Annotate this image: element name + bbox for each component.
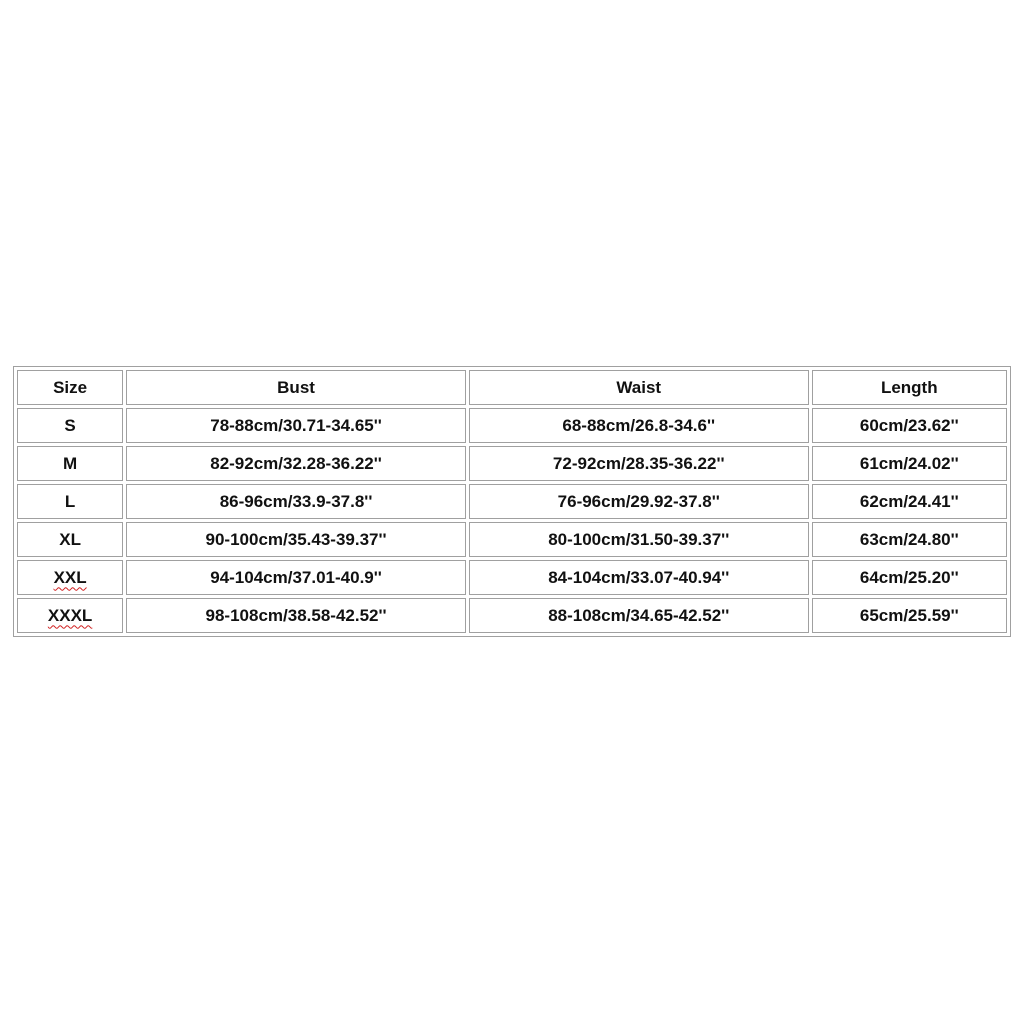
table-row (17, 484, 1007, 519)
cell-length: 61cm/24.02'' (812, 446, 1007, 481)
table-header-row (17, 370, 1007, 405)
spellcheck-underlined-size: XXXL (47, 605, 93, 625)
cell-size: L (17, 484, 123, 519)
header-bust: Bust (126, 370, 466, 405)
cell-length: 65cm/25.59'' (812, 598, 1007, 633)
table-row (17, 560, 1007, 595)
cell-length: 63cm/24.80'' (812, 522, 1007, 557)
header-length: Length (812, 370, 1007, 405)
header-waist: Waist (469, 370, 809, 405)
header-size: Size (17, 370, 123, 405)
table-row (17, 408, 1007, 443)
spellcheck-underlined-size: XXL (53, 567, 87, 587)
cell-bust: 94-104cm/37.01-40.9'' (126, 560, 466, 595)
cell-length: 64cm/25.20'' (812, 560, 1007, 595)
cell-length: 62cm/24.41'' (812, 484, 1007, 519)
cell-bust: 82-92cm/32.28-36.22'' (126, 446, 466, 481)
cell-size: M (17, 446, 123, 481)
cell-waist: 68-88cm/26.8-34.6'' (469, 408, 809, 443)
cell-size: S (17, 408, 123, 443)
size-chart-table (13, 366, 1011, 637)
cell-waist: 84-104cm/33.07-40.94'' (469, 560, 809, 595)
table-row (17, 598, 1007, 633)
cell-size (17, 598, 123, 633)
table-row (17, 522, 1007, 557)
cell-waist: 88-108cm/34.65-42.52'' (469, 598, 809, 633)
cell-bust: 98-108cm/38.58-42.52'' (126, 598, 466, 633)
cell-size: XL (17, 522, 123, 557)
cell-bust: 90-100cm/35.43-39.37'' (126, 522, 466, 557)
cell-waist: 76-96cm/29.92-37.8'' (469, 484, 809, 519)
cell-waist: 72-92cm/28.35-36.22'' (469, 446, 809, 481)
cell-length: 60cm/23.62'' (812, 408, 1007, 443)
cell-waist: 80-100cm/31.50-39.37'' (469, 522, 809, 557)
cell-bust: 86-96cm/33.9-37.8'' (126, 484, 466, 519)
table-row (17, 446, 1007, 481)
cell-bust: 78-88cm/30.71-34.65'' (126, 408, 466, 443)
cell-size (17, 560, 123, 595)
